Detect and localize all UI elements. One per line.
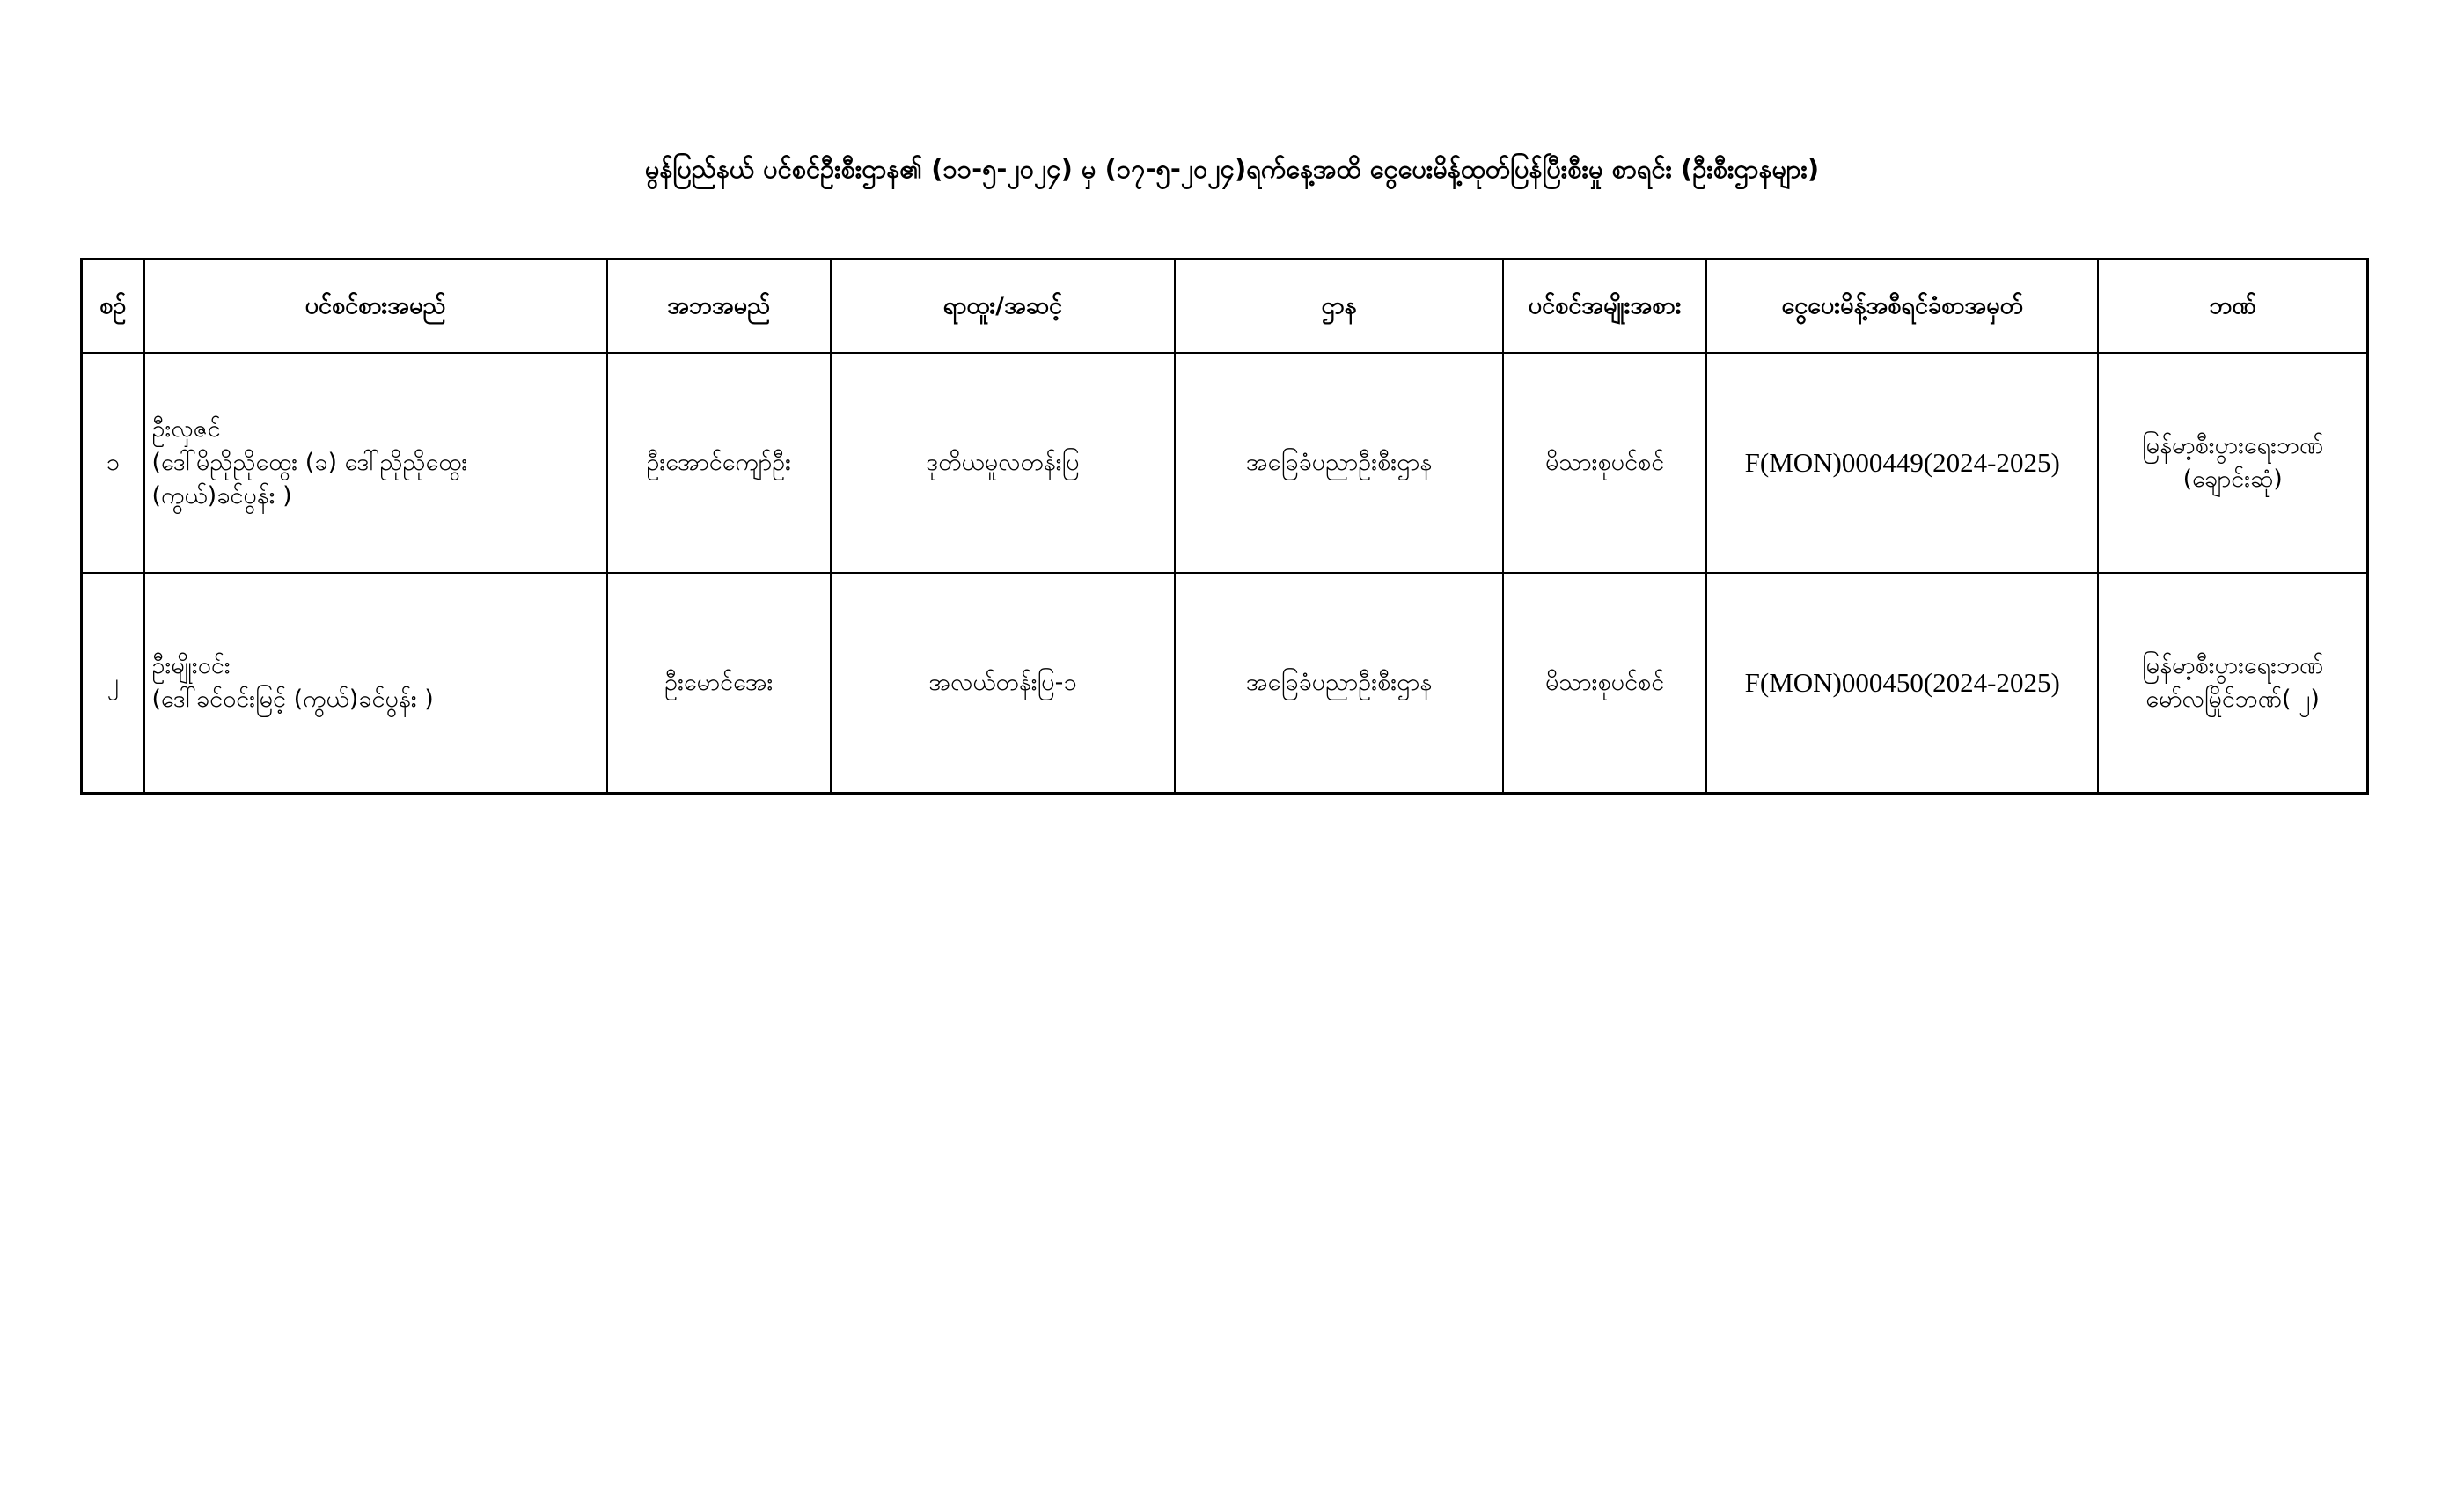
header-pensioner-name: ပင်စင်စားအမည်: [144, 260, 607, 354]
cell-report-number: F(MON)000449(2024-2025): [1706, 353, 2098, 573]
bank-branch: မော်လမြိုင်ဘဏ်( ၂): [2145, 686, 2320, 713]
header-pension-type: ပင်စင်အမျိုးအစား: [1503, 260, 1706, 354]
cell-pension-type: မိသားစုပင်စင်: [1503, 573, 1706, 794]
cell-pensioner-name: [144, 353, 607, 573]
document-title: မွန်ပြည်နယ် ပင်စင်ဦးစီးဌာန၏ (၁၁-၅-၂၀၂၄) မှ (၁၇-၅-၂၀၂၄)ရက်နေ့အထိ ငွေပေးမိန့်ထုတ်ပြန်ပြီးစီးမှု စာရင်း (ဦးစီးဌာနများ): [644, 154, 1820, 184]
pensioner-relation-line: (ဒေါ်မိညိုညိုထွေး (ခ) ဒေါ်ညိုညိုထွေး: [151, 449, 468, 476]
bank-name: မြန်မာ့စီးပွားရေးဘဏ်: [2142, 432, 2324, 459]
table-header-row: [82, 260, 2368, 354]
table-row: [82, 573, 2368, 794]
header-serial-no: စဉ်: [82, 260, 144, 354]
cell-department: အခြေခံပညာဦးစီးဌာန: [1175, 353, 1503, 573]
cell-rank: အလယ်တန်းပြ-၁: [831, 573, 1175, 794]
cell-serial-no: ၂: [82, 573, 144, 794]
cell-department: အခြေခံပညာဦးစီးဌာန: [1175, 573, 1503, 794]
pensioner-name: ဦးမျိုးဝင်း: [151, 652, 231, 679]
cell-father-name: ဦးမောင်အေး: [607, 573, 831, 794]
cell-pension-type: မိသားစုပင်စင်: [1503, 353, 1706, 573]
header-report-number: ငွေပေးမိန့်အစီရင်ခံစာအမှတ်: [1706, 260, 2098, 354]
header-rank: ရာထူး/အဆင့်: [831, 260, 1175, 354]
cell-rank: ဒုတိယမူလတန်းပြ: [831, 353, 1175, 573]
cell-pensioner-name: [144, 573, 607, 794]
pension-table: [80, 258, 2369, 795]
pensioner-relation-line: (ကွယ်)ခင်ပွန်း ): [151, 482, 292, 510]
cell-bank: [2098, 573, 2367, 794]
bank-branch: (ချောင်းဆုံ): [2182, 466, 2283, 493]
pensioner-relation-line: (ဒေါ်ခင်ဝင်းမြင့် (ကွယ်)ခင်ပွန်း ): [151, 686, 434, 713]
cell-father-name: ဦးအောင်ကျော်ဦး: [607, 353, 831, 573]
header-department: ဌာန: [1175, 260, 1503, 354]
cell-bank: [2098, 353, 2367, 573]
table-row: [82, 353, 2368, 573]
bank-name: မြန်မာ့စီးပွားရေးဘဏ်: [2142, 652, 2324, 679]
cell-report-number: F(MON)000450(2024-2025): [1706, 573, 2098, 794]
pensioner-name: ဦးလှဇင်: [151, 415, 221, 443]
header-father-name: အဘအမည်: [607, 260, 831, 354]
header-bank: ဘဏ်: [2098, 260, 2367, 354]
cell-serial-no: ၁: [82, 353, 144, 573]
